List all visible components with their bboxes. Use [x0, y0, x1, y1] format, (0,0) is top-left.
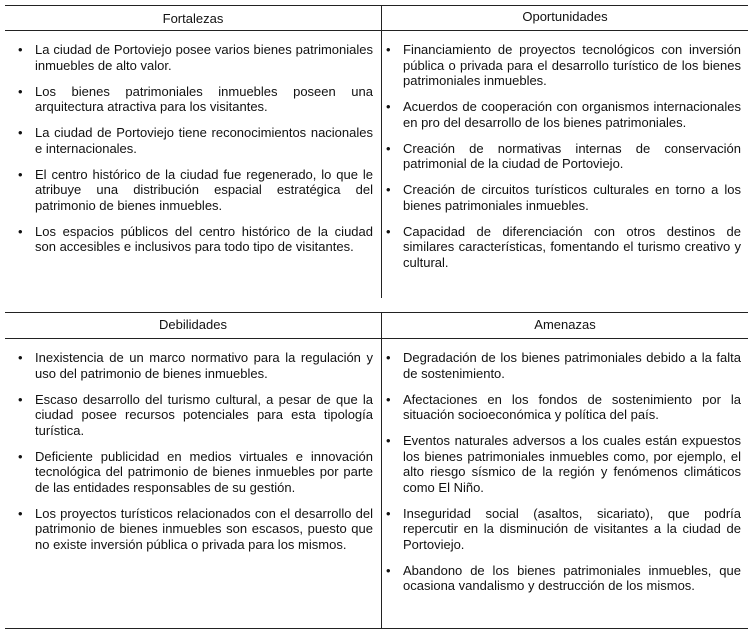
middle-rule-top	[5, 312, 748, 313]
bullet: •	[386, 182, 391, 197]
list-item: • Deficiente publicidad en medios virtuales e innovación tecnológica del patrimonio de bienes inmuebles por parte de las entidades responsables de su gestión.	[18, 448, 373, 495]
bullet: •	[386, 99, 391, 114]
list-item: • Los espacios públicos del centro histórico de la ciudad son accesibles e inclusivos para todo tipo de visitantes.	[18, 223, 373, 254]
bullet: •	[18, 350, 23, 365]
list-item: • La ciudad de Portoviejo posee varios bienes patrimoniales inmuebles de alto valor.	[18, 42, 373, 73]
bullet: •	[386, 42, 391, 57]
fortalezas-list	[5, 42, 373, 265]
bullet: •	[386, 433, 391, 448]
bullet: •	[386, 562, 391, 578]
bullet: •	[18, 505, 23, 521]
list-item: • Degradación de los bienes patrimoniales debido a la falta de sostenimiento.	[386, 350, 741, 381]
header-rule-bottom	[5, 338, 748, 339]
list-item: • Inexistencia de un marco normativo para la regulación y uso del patrimonio de bienes inmuebles.	[18, 350, 373, 381]
bullet: •	[18, 83, 23, 99]
bullet: •	[386, 140, 391, 156]
bullet: •	[386, 505, 391, 521]
header-debilidades: Debilidades	[159, 317, 227, 332]
list-item: • Los bienes patrimoniales inmuebles poseen una arquitectura atractiva para los visitantes.	[18, 83, 373, 114]
bullet: •	[18, 391, 23, 407]
list-item: • Los proyectos turísticos relacionados con el desarrollo del patrimonio de bienes inmuebles son escasos, puesto que no existe inversión pública o privada para los mismos.	[18, 505, 373, 552]
list-item: • Afectaciones en los fondos de sostenimiento por la situación socioeconómica y política del país.	[386, 391, 741, 422]
list-item: • Eventos naturales adversos a los cuales están expuestos los bienes patrimoniales inmuebles como, por ejemplo, el alto riesgo sísmico de la región y fenómenos climáticos como El Niño.	[386, 433, 741, 495]
list-item: • Abandono de los bienes patrimoniales inmuebles, que ocasiona vandalismo y destrucción de los mismos.	[386, 562, 741, 593]
list-item: • La ciudad de Portoviejo tiene reconocimientos nacionales e internacionales.	[18, 125, 373, 156]
list-item: • Financiamiento de proyectos tecnológicos con inversión pública o privada para el desarrollo turístico de los bienes patrimoniales inmuebles.	[386, 42, 741, 88]
bullet: •	[18, 166, 23, 182]
header-rule-top	[5, 30, 748, 31]
list-item: • Creación de circuitos turísticos culturales en torno a los bienes patrimoniales inmuebles.	[386, 182, 741, 213]
bullet: •	[18, 448, 23, 464]
bullet: •	[386, 350, 391, 365]
bullet: •	[18, 42, 23, 57]
bullet: •	[386, 223, 391, 239]
amenazas-list	[373, 350, 741, 604]
header-fortalezas: Fortalezas	[162, 11, 224, 26]
list-item: • Inseguridad social (asaltos, sicariato), que podría repercutir en la disminución de visitantes a la ciudad de Portoviejo.	[386, 505, 741, 552]
table-top-rule	[5, 5, 748, 6]
list-item: • El centro histórico de la ciudad fue regenerado, lo que le atribuye una distribución espacial estratégica del patrimonio de bienes inmuebles.	[18, 166, 373, 213]
header-amenazas: Amenazas	[534, 317, 596, 332]
header-oportunidades: Oportunidades	[522, 9, 608, 24]
oportunidades-list	[373, 42, 741, 281]
bullet: •	[18, 223, 23, 239]
table-bottom-rule	[5, 628, 748, 629]
list-item: • Escaso desarrollo del turismo cultural, a pesar de que la ciudad posee recursos potenciales para esta tipología turística.	[18, 391, 373, 438]
list-item: • Creación de normativas internas de conservación patrimonial de la ciudad de Portoviejo.	[386, 140, 741, 171]
debilidades-list	[5, 350, 373, 563]
list-item: • Acuerdos de cooperación con organismos internacionales en pro del desarrollo de los bienes patrimoniales.	[386, 99, 741, 130]
bullet: •	[386, 391, 391, 407]
bullet: •	[18, 125, 23, 140]
list-item: • Capacidad de diferenciación con otros destinos de similares características, fomentando el turismo creativo y cultural.	[386, 223, 741, 270]
